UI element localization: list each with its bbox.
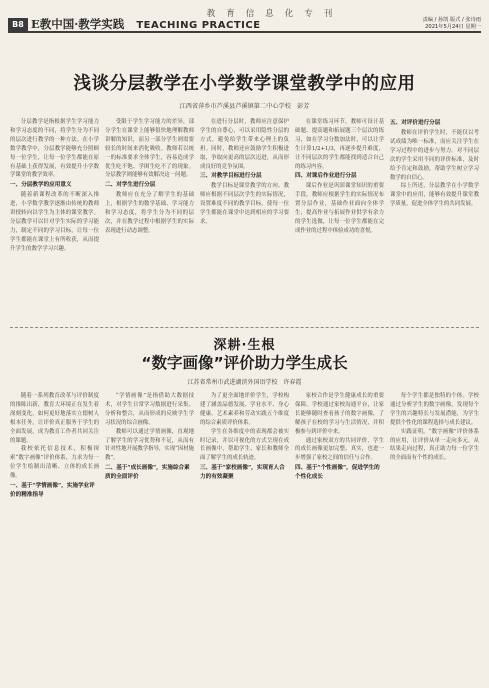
paragraph: 教学目标是课堂教学的方向。教师应根据不同层次学生的实际情况，设置难度不同的教学目标，使每一位学生都能在课堂中达到相应的学习要求。 — [200, 183, 289, 226]
paragraph: 为了更全面地评价学生，学校构建了涵盖品德发展、学业水平、身心健康、艺术素养和劳动实践五个维度的综合素质评价体系。 — [200, 393, 289, 426]
paragraph: 学生在各维度中的表现都会被实时记录，并以可视化的方式呈现在成长画像中，帮助学生、家长和教师全面了解学生的成长轨迹。 — [200, 428, 289, 462]
article2-column-3 — [200, 392, 289, 682]
paragraph: 我校依托信息技术，积极探索“数字画像”评价体系，力求为每一位学生绘制出清晰、立体的成长画像。 — [10, 446, 99, 480]
paragraph: 教师应在充分了解学生的基础上，根据学生的数学基础、学习能力和学习态度，将学生分为不同的层次，并在教学过程中根据学生的实际表现进行动态调整。 — [105, 192, 194, 234]
paragraph: 分层教学是指根据学生学习能力和学习态度的不同，将学生分为不同的层次进行教学的一种方法。在小学数学教学中，分层教学能够充分照顾每一位学生，让每一位学生都能在原有基础上获得发展，有效提升小学数学课堂的教学效率。 — [10, 119, 99, 179]
article1-body — [10, 118, 479, 322]
subheading: 二、对学生进行分层 — [105, 182, 156, 189]
article2-headline: “数字画像”评价助力学生成长 — [141, 354, 348, 372]
subheading: 二、基于“成长画像”，实施综合素质的全面评价 — [105, 465, 190, 481]
section-title — [31, 17, 261, 33]
paragraph: 在进行分层时，教师应注意保护学生的自尊心，可以采用隐性分层的方式，避免给学生带来心理上的负担。同时，教师还应鼓励学生积极进取，争取向更高的层次迈进，从而形成良好的竞争氛围。 — [200, 119, 289, 170]
article1-column-2 — [105, 118, 194, 322]
paragraph: 通过家校双方的共同评价，学生的成长画像更加完整、真实，也进一步增强了家校之间的信任与合作。 — [295, 437, 384, 462]
article1-column-3 — [200, 118, 289, 322]
paragraph: 实践证明，“数字画像”评价体系的应用，让评价从单一走向多元，从结果走向过程，真正助力每一位学生的全面而有个性的成长。 — [390, 428, 479, 462]
article2-column-4 — [295, 392, 384, 682]
paragraph: 教师在评价学生时，不能仅以考试成绩为唯一标准，而应关注学生在学习过程中的进步与努力。对不同层次的学生采用不同的评价标准，及时给予肯定和鼓励，帮助学生树立学习数学的自信心。 — [390, 130, 479, 181]
section-title-en: TEACHING PRACTICE — [136, 20, 261, 31]
paragraph: “学情画像”是指借助大数据技术，对学生日常学习数据进行采集、分析和整合，从而形成的反映学生学习状况的综合画像。 — [105, 393, 194, 426]
section-header-band — [8, 17, 481, 33]
masthead-slogan: 教育信息化专刊 — [206, 9, 344, 19]
date-line: 2021年5月24日 星期一 — [425, 24, 481, 30]
article2-byline: 江苏省常州市武进湖滨外国语学校 许春霞 — [187, 379, 302, 386]
subheading: 三、对教学目标进行分层 — [200, 173, 262, 180]
section-title-zh: E教中国·教学实践 — [31, 17, 125, 31]
article1-column-1 — [10, 118, 99, 322]
paragraph: 家校合作是学生健康成长的重要保障。学校通过家校沟通平台，让家长能够随时查看孩子的数字画像，了解孩子在校的学习与生活情况，并积极参与到评价中来。 — [295, 393, 384, 435]
article2-column-5 — [390, 392, 479, 682]
editor-line: 责编 / 孙凯 版式 / 张诗雨 — [422, 17, 481, 23]
subheading: 四、对课后作业进行分层 — [295, 173, 357, 180]
subheading: 一、基于“学情画像”，实施学业评价的精准指导 — [10, 483, 95, 499]
article2-body — [10, 392, 479, 682]
article2-column-1 — [10, 392, 99, 682]
article1-column-4 — [295, 118, 384, 322]
subheading: 三、基于“家校画像”，实现育人合力的有效凝聚 — [200, 465, 285, 481]
page-number: B8 — [8, 18, 28, 31]
paragraph: 每个学生都是独特的个体。学校通过分析学生的数字画像，发现每个学生的兴趣特长与发展潜能，为学生提供个性化的课程选择与成长建议。 — [390, 393, 479, 426]
article2-kicker: 深耕·生根 — [213, 338, 276, 353]
subheading: 四、基于“个性画像”，促进学生的个性化成长 — [295, 465, 380, 481]
article1-headline: 浅谈分层教学在小学数学课堂教学中的应用 — [73, 74, 416, 94]
paragraph: 在课堂练习环节，教师可设计基础题、提高题和拓展题三个层次的练习，如在学习分数加法时，可以让学生计算1/2+1/3，再逐步提升难度，让不同层次的学生都能找到适合自己的练习内容。 — [295, 119, 384, 170]
masthead — [0, 0, 489, 34]
article1-column-5 — [390, 118, 479, 322]
paragraph: 教师可以通过学情画像，直观地了解学生的学习优势和不足，从而有针对性地开展教学指导，实现“因材施教”。 — [105, 428, 194, 462]
article2-column-2 — [105, 392, 194, 682]
paragraph: 综上所述，分层教学在小学数学课堂中的应用，能够有效提升课堂教学质量，促进全体学生的共同发展。 — [390, 183, 479, 208]
paragraph: 受限于学生学习能力的差异，部分学生在课堂上能够很快地理解教师讲解的知识，而另一部分学生则需要较长的时间来消化吸收。教师若以统一的标准要求全体学生，容易造成学优生吃不饱、学困生吃不了的现象。分层教学则能够有效解决这一问题。 — [105, 119, 194, 179]
issue-meta — [423, 17, 481, 31]
subheading: 一、分层教学的应用意义 — [10, 182, 72, 189]
article1-byline: 江西省萍乡市芦溪县芦溪镇第二中心学校 彭芳 — [179, 103, 310, 110]
paragraph: 课后作业是巩固课堂知识的重要手段，教师应根据学生的实际情况布置分层作业，基础作业面向全体学生，提高作业与拓展作业供学有余力的学生选做，让每一位学生都能在完成作业的过程中体验成功的喜悦。 — [295, 183, 384, 234]
article-divider — [10, 327, 479, 328]
subheading: 五、对评价进行分层 — [390, 120, 441, 126]
paragraph: 随着一系列教育改革与评价制度的推陈出新，教育大环境正在发生着深刻变化，如何更好地落实立德树人根本任务，让评价真正服务于学生的全面发展，成为教育工作者共同关注的课题。 — [10, 393, 99, 444]
paragraph: 随着新课程改革的不断深入推进，小学数学教学逐渐由传统的教师讲授转向以学生为主体的课堂教学。分层教学可以针对学生实际的学习能力，制定不同的学习目标，让每一位学生都能在课堂上有所收获，从而提升学生的数学学习兴趣。 — [10, 192, 99, 252]
